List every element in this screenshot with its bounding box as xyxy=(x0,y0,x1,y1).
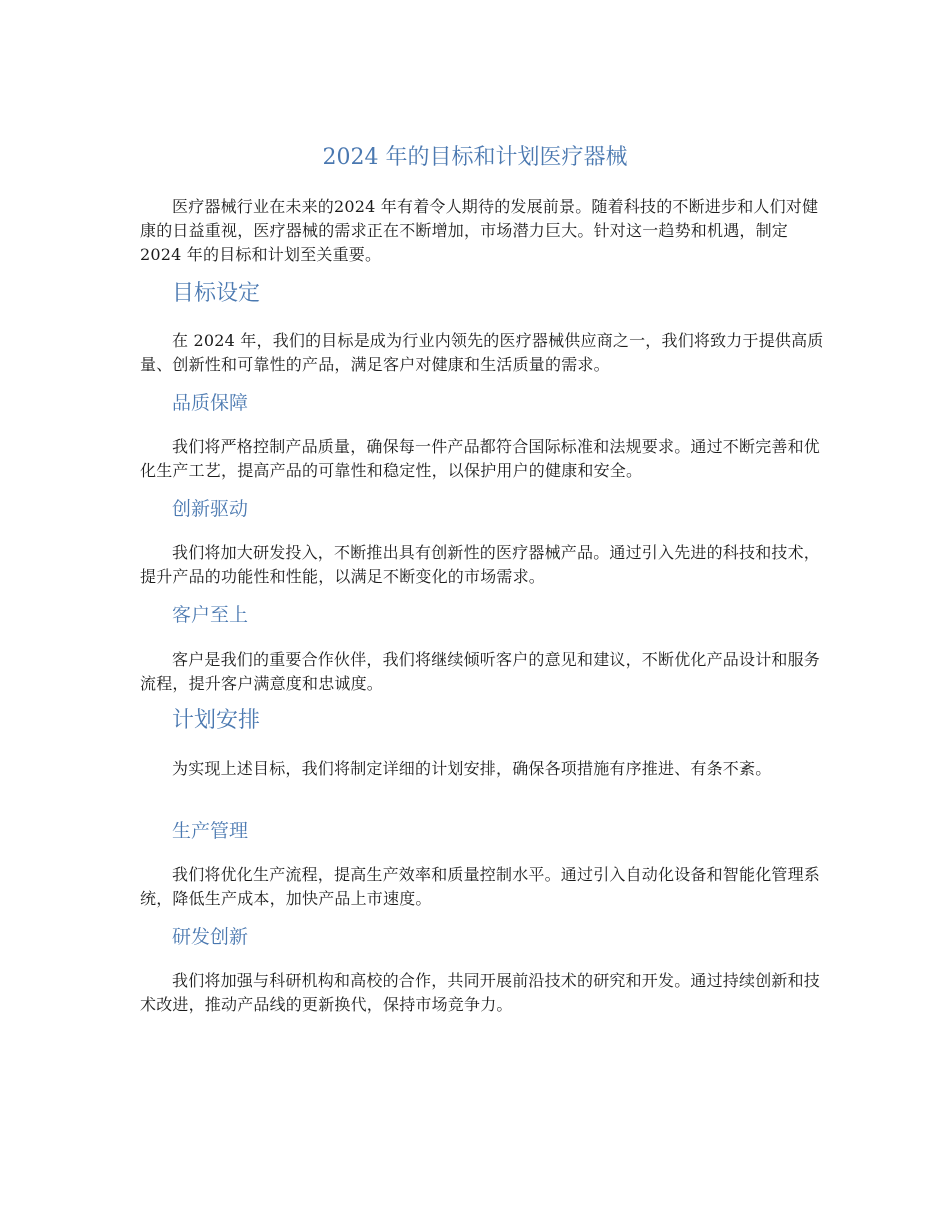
subsection-heading-innovation: 创新驱动 xyxy=(172,498,249,520)
subsection-heading-rnd: 研发创新 xyxy=(172,926,249,948)
intro-paragraph: 医疗器械行业在未来的2024 年有着令人期待的发展前景。随着科技的不断进步和人们对健康的日益重视，医疗器械的需求正在不断增加，市场潜力巨大。针对这一趋势和机遇，制定 2024 年的目标和计划至关重要。 xyxy=(140,197,819,264)
subsection-heading-quality: 品质保障 xyxy=(172,392,249,414)
subsection-paragraph-customer: 客户是我们的重要合作伙伴，我们将继续倾听客户的意见和建议，不断优化产品设计和服务流程，提升客户满意度和忠诚度。 xyxy=(140,650,821,693)
subsection-heading-customer: 客户至上 xyxy=(172,604,249,626)
subsection-paragraph-production: 我们将优化生产流程，提高生产效率和质量控制水平。通过引入自动化设备和智能化管理系统，降低生产成本，加快产品上市速度。 xyxy=(140,865,821,908)
section-heading-goals: 目标设定 xyxy=(172,281,261,306)
section-paragraph-goals: 在 2024 年，我们的目标是成为行业内领先的医疗器械供应商之一，我们将致力于提供高质量、创新性和可靠性的产品，满足客户对健康和生活质量的需求。 xyxy=(140,331,824,374)
subsection-paragraph-quality: 我们将严格控制产品质量，确保每一件产品都符合国际标准和法规要求。通过不断完善和优化生产工艺，提高产品的可靠性和稳定性，以保护用户的健康和安全。 xyxy=(140,437,821,480)
section-heading-plan: 计划安排 xyxy=(172,708,261,733)
subsection-heading-production: 生产管理 xyxy=(172,820,249,842)
section-paragraph-plan: 为实现上述目标，我们将制定详细的计划安排，确保各项措施有序推进、有条不紊。 xyxy=(172,759,772,778)
subsection-paragraph-rnd: 我们将加强与科研机构和高校的合作，共同开展前沿技术的研究和开发。通过持续创新和技术改进，推动产品线的更新换代，保持市场竞争力。 xyxy=(140,971,821,1014)
subsection-paragraph-innovation: 我们将加大研发投入，不断推出具有创新性的医疗器械产品。通过引入先进的科技和技术，提升产品的功能性和性能，以满足不断变化的市场需求。 xyxy=(140,543,821,586)
document-title: 2024 年的目标和计划医疗器械 xyxy=(322,145,628,170)
